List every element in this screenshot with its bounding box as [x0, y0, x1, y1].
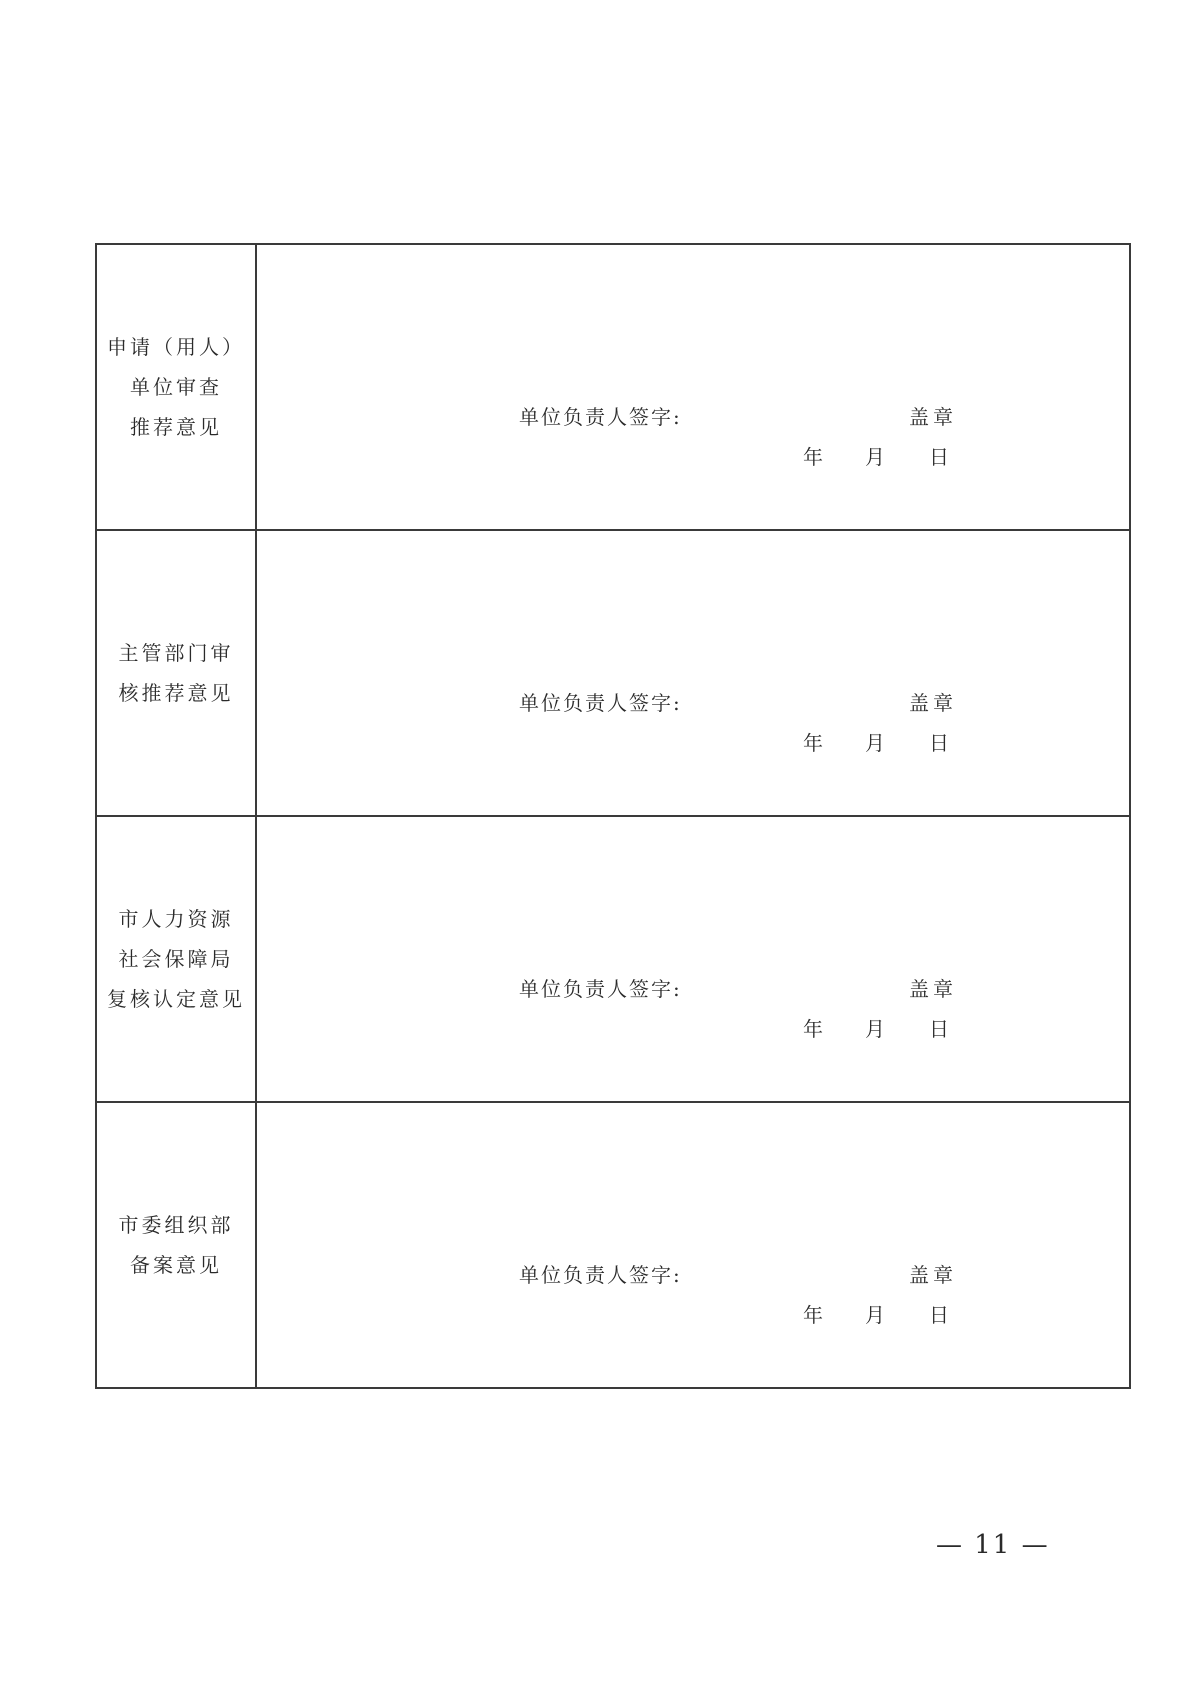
seal-label: 盖章: [909, 691, 957, 715]
signature-label: 单位负责人签字:: [519, 405, 682, 429]
row-label: [97, 245, 257, 529]
row-label-line: 申请（用人）: [107, 335, 245, 359]
date-line: [803, 441, 949, 470]
date-line: [803, 727, 949, 756]
date-day: 日: [929, 1303, 949, 1327]
form-row-organization-dept: [97, 1103, 1129, 1387]
row-label-line: 社会保障局: [118, 947, 234, 971]
signature-label: 单位负责人签字:: [519, 1263, 682, 1287]
row-label-line: 核推荐意见: [118, 681, 234, 705]
row-label-line: 主管部门审: [118, 641, 234, 665]
date-day: 日: [929, 1017, 949, 1041]
date-year: 年: [803, 1017, 823, 1041]
date-line: [803, 1013, 949, 1042]
date-month: 月: [865, 731, 885, 755]
date-month: 月: [865, 1017, 885, 1041]
date-year: 年: [803, 1303, 823, 1327]
row-label-line: 市人力资源: [118, 907, 234, 931]
date-year: 年: [803, 731, 823, 755]
opinion-area[interactable]: [257, 531, 1129, 815]
row-label: [97, 531, 257, 815]
row-label-line: 推荐意见: [130, 415, 222, 439]
row-label-line: 市委组织部: [118, 1213, 234, 1237]
date-year: 年: [803, 445, 823, 469]
approval-form-table: [95, 243, 1131, 1389]
row-label: [97, 1103, 257, 1387]
row-label-line: 复核认定意见: [107, 987, 245, 1011]
seal-label: 盖章: [909, 977, 957, 1001]
form-row-applicant-unit: [97, 245, 1129, 531]
signature-label: 单位负责人签字:: [519, 691, 682, 715]
date-line: [803, 1299, 949, 1328]
form-row-department-review: [97, 531, 1129, 817]
seal-label: 盖章: [909, 405, 957, 429]
row-label-line: 单位审查: [130, 375, 222, 399]
opinion-area[interactable]: [257, 1103, 1129, 1387]
date-month: 月: [865, 1303, 885, 1327]
form-row-hr-bureau: [97, 817, 1129, 1103]
date-day: 日: [929, 445, 949, 469]
date-month: 月: [865, 445, 885, 469]
seal-label: 盖章: [909, 1263, 957, 1287]
date-day: 日: [929, 731, 949, 755]
signature-label: 单位负责人签字:: [519, 977, 682, 1001]
page-number: — 11 —: [936, 1530, 1050, 1560]
row-label-line: 备案意见: [130, 1253, 222, 1277]
row-label: [97, 817, 257, 1101]
opinion-area[interactable]: [257, 245, 1129, 529]
opinion-area[interactable]: [257, 817, 1129, 1101]
